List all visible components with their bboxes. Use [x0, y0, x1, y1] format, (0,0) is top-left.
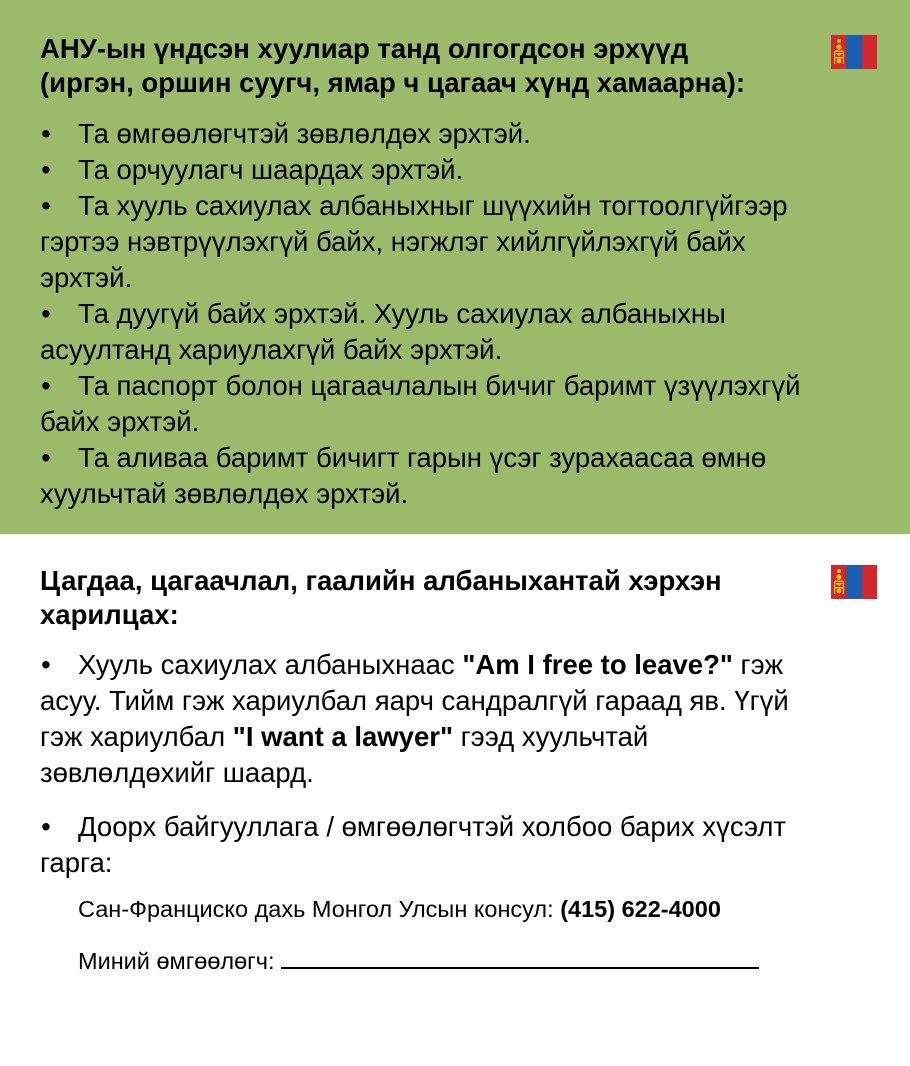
rights-heading-line: АНУ-ын үндсэн хуулиар танд олгогдсон эрхүүд: [40, 33, 689, 64]
list-item: [40, 188, 800, 296]
list-item-text: Та хууль сахиулах албаныхныг шүүхийн тогтоолгүйгээр: [78, 190, 788, 221]
list-item-text: Доорх байгууллага / өмгөөлөгчтэй холбоо барих хүсэлт: [78, 811, 787, 842]
lawyer-blank-line[interactable]: [281, 949, 759, 969]
lawyer-label: Миний өмгөөлөгч:: [78, 948, 282, 974]
text-span: гээд хуульчтай: [453, 721, 649, 752]
list-item-text: эрхтэй.: [40, 262, 133, 293]
interaction-heading: [40, 564, 722, 632]
list-item: [40, 116, 800, 152]
bullet-icon: •: [41, 649, 51, 680]
list-item-text: асуултанд хариулахгүй байх эрхтэй.: [40, 334, 503, 365]
interaction-heading-line: харилцах:: [40, 599, 179, 630]
list-item-text: хуульчтай зөвлөлдөх эрхтэй.: [40, 478, 409, 509]
interaction-list: [40, 647, 789, 881]
bullet-icon: •: [41, 298, 51, 329]
bold-phrase: "Am I free to leave?": [462, 649, 733, 680]
list-item-text: гэртээ нэвтрүүлэхгүй байх, нэгжлэг хийлгүйлэхгүй байх: [40, 226, 746, 257]
interaction-heading-line: Цагдаа, цагаачлал, гаалийн албаныхантай хэрхэн: [40, 565, 722, 596]
bullet-icon: •: [41, 370, 51, 401]
bullet-icon: •: [41, 442, 51, 473]
list-item-text: Та аливаа баримт бичигт гарын үсэг зурахаасаа өмнө: [78, 442, 767, 473]
list-item: [40, 296, 800, 368]
bullet-icon: •: [41, 118, 51, 149]
bullet-icon: •: [41, 190, 51, 221]
list-item-text: [40, 647, 789, 683]
consul-phone: (415) 622-4000: [560, 896, 721, 922]
list-item-text: гарга:: [40, 847, 113, 878]
rights-list: [40, 116, 800, 512]
list-item-text: байх эрхтэй.: [40, 406, 200, 437]
list-item-text: асуу. Тийм гэж хариулбал яарч сандралгүй гараад яв. Үгүй: [40, 685, 789, 716]
mongolia-flag-icon: [831, 565, 877, 599]
list-item: [40, 152, 800, 188]
consul-contact: [78, 896, 721, 923]
bullet-icon: •: [41, 154, 51, 185]
mongolia-flag-icon: [831, 35, 877, 69]
text-span: гэж хариулбал: [40, 721, 233, 752]
list-item-text: Та дуугүй байх эрхтэй. Хууль сахиулах албаныхны: [78, 298, 726, 329]
list-item: [40, 440, 800, 512]
list-item-text: Та орчуулагч шаардах эрхтэй.: [78, 154, 464, 185]
bold-phrase: "I want a lawyer": [232, 721, 453, 752]
list-item-text: Та паспорт болон цагаачлалын бичиг баримт үзүүлэхгүй: [78, 370, 801, 401]
list-item-text: Та өмгөөлөгчтэй зөвлөлдөх эрхтэй.: [78, 118, 531, 149]
text-span: гэж: [732, 649, 784, 680]
list-item-text: [40, 719, 789, 755]
rights-heading: [40, 32, 745, 100]
lawyer-contact: [78, 948, 759, 975]
bullet-icon: •: [41, 811, 51, 842]
consul-label: Сан-Франциско дахь Монгол Улсын консул:: [78, 896, 561, 922]
list-item: [40, 809, 789, 881]
list-item: [40, 647, 789, 791]
list-item: [40, 368, 800, 440]
rights-heading-line: (иргэн, оршин суугч, ямар ч цагаач хүнд хамаарна):: [40, 67, 745, 98]
text-span: Хууль сахиулах албаныхнаас: [78, 649, 463, 680]
list-item-text: зөвлөлдөхийг шаард.: [40, 757, 314, 788]
